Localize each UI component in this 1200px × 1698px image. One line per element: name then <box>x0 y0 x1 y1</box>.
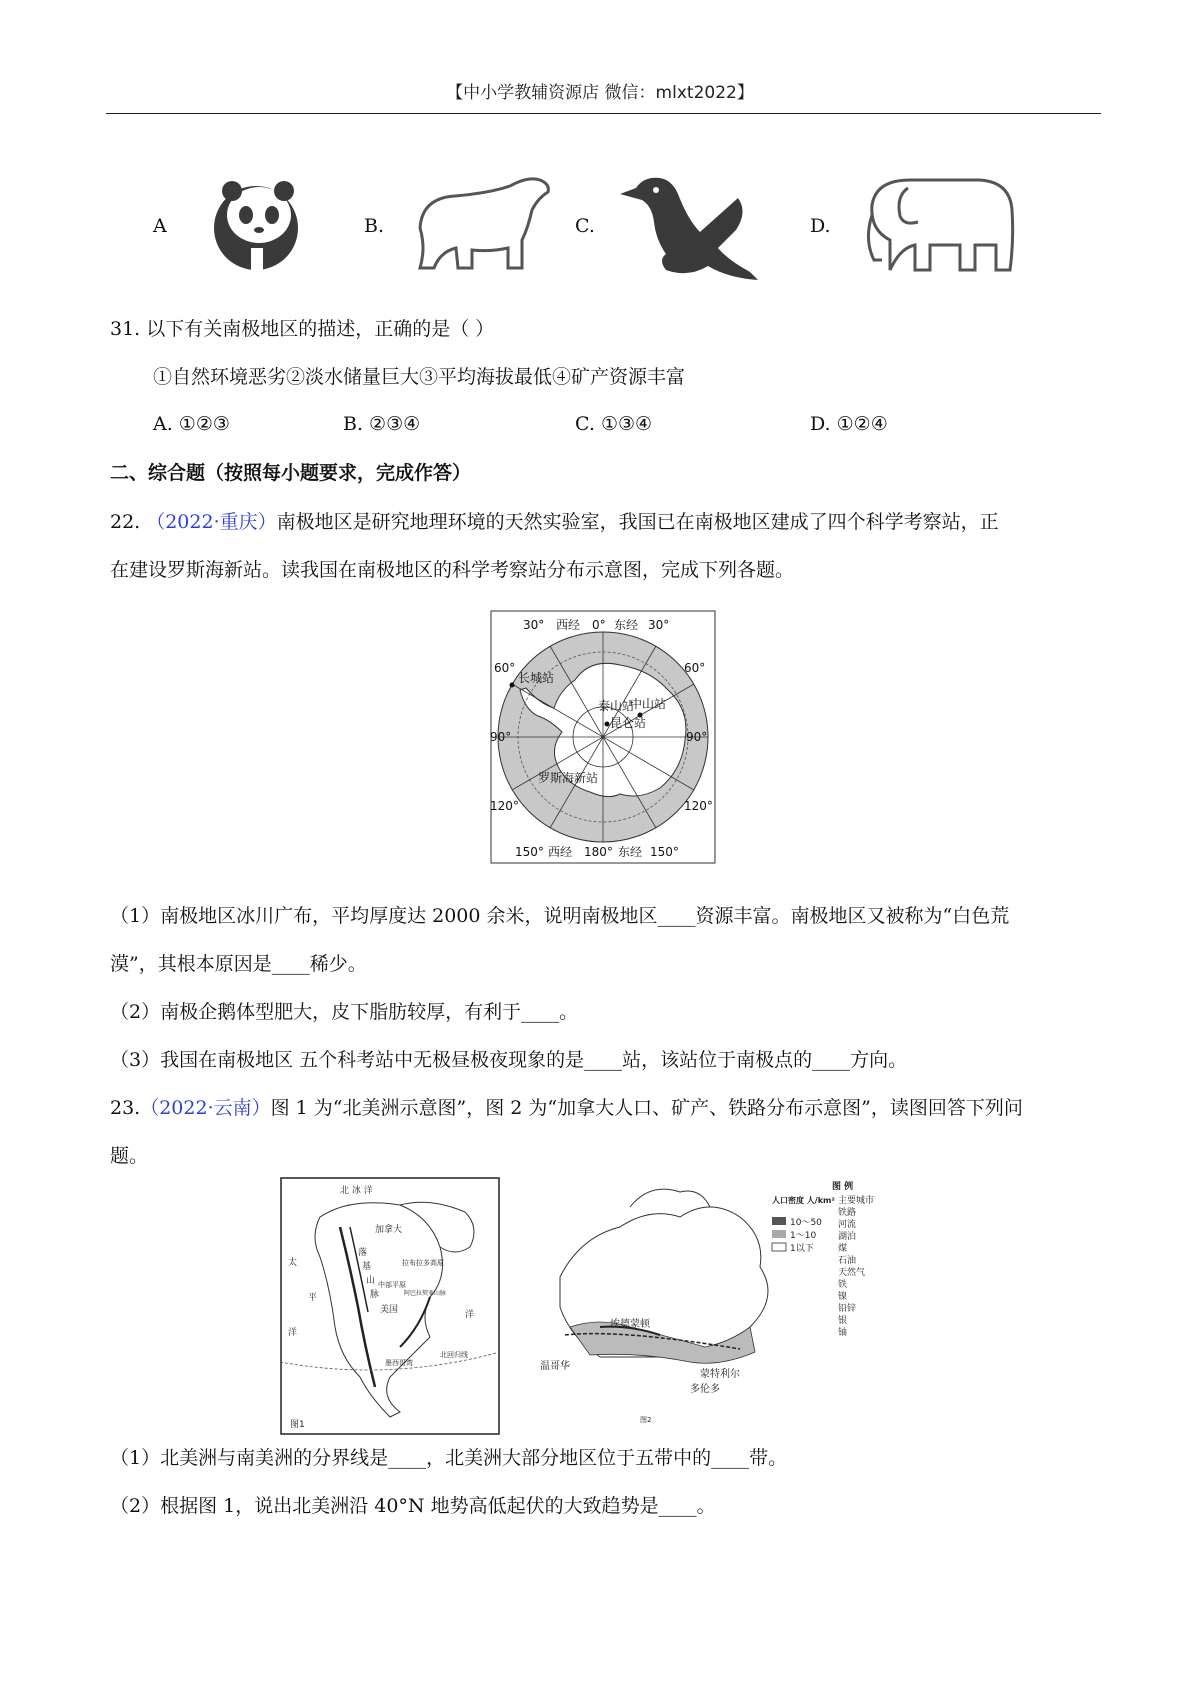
map-bottom-label-180: 180° <box>584 845 613 859</box>
q31-statements: ①自然环境恶劣②淡水储量巨大③平均海拔最低④矿产资源丰富 <box>153 366 686 388</box>
fig2-sym-coal: 煤 <box>838 1244 848 1254</box>
fig2-legend-title: 图 例 <box>832 1182 854 1192</box>
map-top-label-east: 东经 <box>614 618 639 632</box>
fig1-ocean-right: 洋 <box>465 1310 475 1320</box>
fig1-labrador: 拉布拉多高原 <box>402 1259 444 1267</box>
station-kunlun: 昆仑站 <box>610 716 647 730</box>
fig2-city-vancouver: 温哥华 <box>540 1361 570 1372</box>
map-right-label-90: 90° <box>686 730 708 744</box>
map-bottom-label-west: 西经 <box>548 845 573 859</box>
fig2-sym-lead-zinc: 铅锌 <box>838 1304 857 1314</box>
map-top-label-0: 0° <box>592 618 606 632</box>
q31-option-b[interactable]: B. ②③④ <box>343 413 421 435</box>
q31-option-a[interactable]: A. ①②③ <box>153 413 230 435</box>
elephant-icon <box>860 170 1025 275</box>
q23-text1: 图 1 为“北美洲示意图”，图 2 为“加拿大人口、矿产、铁路分布示意图”，读图回答下列问 <box>270 1097 1023 1119</box>
map-left-label-90: 90° <box>490 730 512 744</box>
map-left-label-60: 60° <box>494 661 516 675</box>
fig1-usa: 美国 <box>380 1305 399 1315</box>
q31-stem: 31. 以下有关南极地区的描述，正确的是（ ） <box>110 318 495 340</box>
fig1-central-plain: 中部平原 <box>378 1281 406 1289</box>
fig2-sym-uranium: 铀 <box>838 1328 848 1338</box>
q31-option-c[interactable]: C. ①③④ <box>575 413 653 435</box>
fig2-density-2: 1～10 <box>790 1231 817 1241</box>
fig2-sym-nickel: 镍 <box>838 1292 848 1302</box>
map-top-label-30w: 30° <box>523 618 545 632</box>
q23-number: 23. <box>110 1097 141 1119</box>
station-zhongshan: 中山站 <box>630 697 667 711</box>
fig1-canada: 加拿大 <box>375 1225 403 1235</box>
option-a-label: A <box>153 215 167 237</box>
q22-text-line2: 在建设罗斯海新站。读我国在南极地区的科学考察站分布示意图，完成下列各题。 <box>110 559 795 581</box>
header-divider <box>106 113 1101 114</box>
map-right-label-120: 120° <box>684 799 713 813</box>
fig2-sym-railway: 铁路 <box>838 1208 857 1218</box>
fig2-city-montreal: 蒙特利尔 <box>700 1369 740 1380</box>
fig2-city-toronto: 多伦多 <box>690 1384 720 1395</box>
fig2-density-3: 1以下 <box>790 1244 814 1254</box>
station-taishan: 泰山站 <box>598 699 635 713</box>
fig1-gulf-mexico: 墨西哥湾 <box>385 1359 413 1367</box>
fig1-rocky-2: 基 <box>362 1262 372 1272</box>
fig1-tropic: 北回归线 <box>440 1351 468 1359</box>
panda-icon <box>196 173 316 278</box>
option-d-label: D. <box>810 215 831 237</box>
q31-option-d[interactable]: D. ①②④ <box>810 413 888 435</box>
q23-sub1: （1）北美洲与南美洲的分界线是____，北美洲大部分地区位于五带中的____带。 <box>110 1447 788 1469</box>
fig2-sym-iron: 铁 <box>838 1280 848 1290</box>
fig1-caption: 图1 <box>290 1420 305 1430</box>
fig2-sym-lake: 湖泊 <box>838 1232 857 1242</box>
q22-sub1-line1: （1）南极地区冰川广布，平均厚度达 2000 余米，说明南极地区____资源丰富。南极地区又被称为“白色荒 <box>110 905 1010 927</box>
section-2-title: 二、综合题（按照每小题要求，完成作答） <box>110 462 472 484</box>
map-top-label-west: 西经 <box>556 618 581 632</box>
fig2-sym-city: 主要城市 <box>838 1196 875 1206</box>
station-ross-sea: 罗斯海新站 <box>538 771 599 785</box>
canada-map <box>540 1177 920 1427</box>
antarctica-station-map <box>490 610 716 864</box>
map-bottom-label-150e: 150° <box>650 845 679 859</box>
option-c-label: C. <box>575 215 595 237</box>
q22-text-line1 <box>110 511 999 534</box>
fig2-sym-river: 河流 <box>838 1220 857 1230</box>
map-right-label-60: 60° <box>684 661 706 675</box>
fig2-sym-gas: 天然气 <box>838 1268 866 1278</box>
option-b-label: B. <box>364 215 385 237</box>
q22-sub2: （2）南极企鹅体型肥大，皮下脂肪较厚，有利于____。 <box>110 1001 579 1023</box>
penguin-icon <box>618 170 778 282</box>
q22-number: 22. <box>110 511 141 533</box>
map-bottom-label-150w: 150° <box>515 845 544 859</box>
fig1-rocky-4: 脉 <box>370 1290 380 1300</box>
fig2-caption: 图2 <box>640 1416 652 1424</box>
fig2-sym-silver: 银 <box>838 1316 848 1326</box>
fig1-rocky-1: 落 <box>358 1248 368 1258</box>
map-top-label-30e: 30° <box>648 618 670 632</box>
q23-sub2: （2）根据图 1，说出北美洲沿 40°N 地势高低起伏的大致趋势是____。 <box>110 1495 716 1517</box>
fig1-rocky-3: 山 <box>366 1276 376 1286</box>
fig1-ping: 平 <box>308 1293 318 1303</box>
north-america-map <box>280 1177 500 1435</box>
q22-sub3: （3）我国在南极地区 五个科考站中无极昼极夜现象的是____站，该站位于南极点的____方向。 <box>110 1049 908 1071</box>
fig2-sym-oil: 石油 <box>838 1256 857 1266</box>
map-bottom-label-east: 东经 <box>618 845 643 859</box>
station-changcheng: 长城站 <box>518 671 555 685</box>
map-left-label-120: 120° <box>490 799 519 813</box>
fig1-appalachian: 阿巴拉契亚山脉 <box>404 1290 447 1297</box>
fig1-arctic-ocean: 北 冰 洋 <box>340 1186 373 1196</box>
fig2-city-edmonton: 埃德蒙顿 <box>610 1319 650 1330</box>
fig1-tai: 太 <box>288 1258 298 1268</box>
fig1-yang: 洋 <box>288 1328 298 1338</box>
page-header: 【中小学教辅资源店 微信：mlxt2022】 <box>446 83 754 103</box>
q23-text-line1 <box>110 1097 1023 1120</box>
polar-bear-icon <box>410 168 560 280</box>
q23-source[interactable]: （2022·云南） <box>140 1097 271 1119</box>
q22-text1: 南极地区是研究地理环境的天然实验室，我国已在南极地区建成了四个科学考察站，正 <box>276 511 999 533</box>
fig2-density-title: 人口密度 人/km² <box>772 1196 835 1205</box>
q22-source[interactable]: （2022·重庆） <box>146 511 277 533</box>
q23-text-line2: 题。 <box>110 1145 149 1167</box>
fig2-density-1: 10～50 <box>790 1218 822 1228</box>
q22-sub1-line2: 漠”，其根本原因是____稀少。 <box>110 953 367 975</box>
